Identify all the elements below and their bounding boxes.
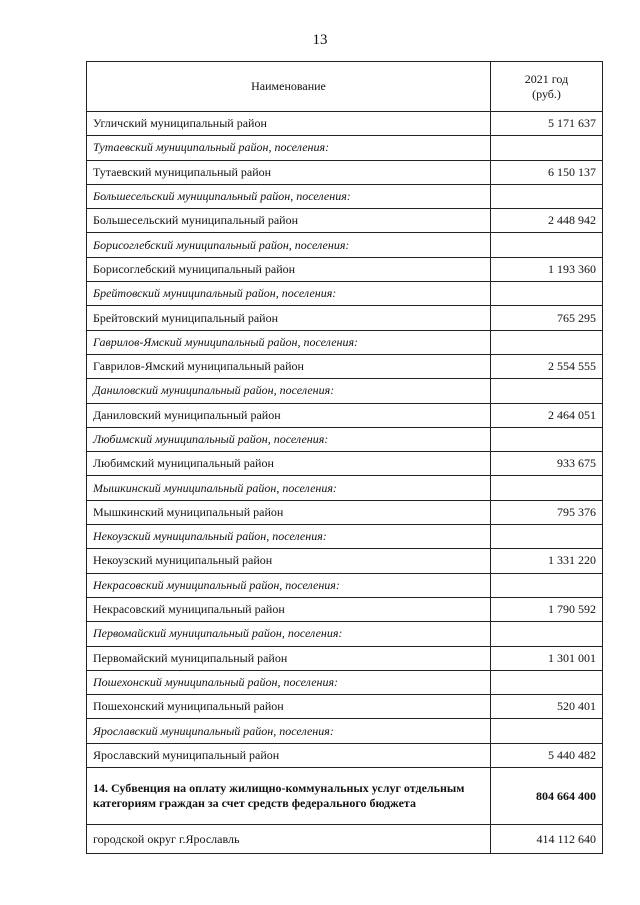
total-value: 804 664 400: [491, 768, 603, 825]
row-name: Угличский муниципальный район: [87, 112, 491, 136]
row-name: Тутаевский муниципальный район, поселения:: [87, 136, 491, 160]
table-row: [87, 354, 603, 378]
row-name: Гаврилов-Ямский муниципальный район, поселения:: [87, 330, 491, 354]
table-row-subheading: [87, 233, 603, 257]
table-row: [87, 597, 603, 621]
row-value: 2 448 942: [491, 209, 603, 233]
table-row: [87, 257, 603, 281]
table-row-subheading: [87, 476, 603, 500]
table-row-subheading: [87, 573, 603, 597]
row-value: 1 331 220: [491, 549, 603, 573]
row-value: 1 301 001: [491, 646, 603, 670]
row-value: [491, 330, 603, 354]
table-row-subheading: [87, 622, 603, 646]
row-value: [491, 427, 603, 451]
row-value: 414 112 640: [491, 825, 603, 854]
row-value: 2 554 555: [491, 354, 603, 378]
row-name: Первомайский муниципальный район: [87, 646, 491, 670]
row-name: Пошехонский муниципальный район, поселения:: [87, 670, 491, 694]
table-row-subheading: [87, 136, 603, 160]
row-name: Любимский муниципальный район, поселения:: [87, 427, 491, 451]
row-name: Даниловский муниципальный район, поселения:: [87, 379, 491, 403]
table-header-row: [87, 62, 603, 112]
row-value: [491, 573, 603, 597]
row-value: 2 464 051: [491, 403, 603, 427]
table-row-subheading: [87, 427, 603, 451]
row-name: Борисоглебский муниципальный район, поселения:: [87, 233, 491, 257]
row-value: [491, 670, 603, 694]
row-name: Ярославский муниципальный район, поселения:: [87, 719, 491, 743]
row-name: Большесельский муниципальный район, поселения:: [87, 184, 491, 208]
row-value: 1 193 360: [491, 257, 603, 281]
row-value: 5 171 637: [491, 112, 603, 136]
table-row: [87, 549, 603, 573]
table-row: [87, 452, 603, 476]
budget-table: [86, 61, 603, 854]
table-row: [87, 160, 603, 184]
row-name: Большесельский муниципальный район: [87, 209, 491, 233]
header-name: Наименование: [87, 62, 491, 112]
table-row: [87, 306, 603, 330]
table-row-subheading: [87, 330, 603, 354]
table-row-subheading: [87, 379, 603, 403]
row-name: Пошехонский муниципальный район: [87, 695, 491, 719]
row-value: [491, 136, 603, 160]
row-value: [491, 233, 603, 257]
row-name: Тутаевский муниципальный район: [87, 160, 491, 184]
row-name: Борисоглебский муниципальный район: [87, 257, 491, 281]
row-value: 1 790 592: [491, 597, 603, 621]
table-row: [87, 500, 603, 524]
row-name: Некоузский муниципальный район, поселения:: [87, 525, 491, 549]
row-name: Мышкинский муниципальный район: [87, 500, 491, 524]
table-row: [87, 743, 603, 767]
row-value: [491, 282, 603, 306]
row-value: 6 150 137: [491, 160, 603, 184]
table-row: [87, 209, 603, 233]
row-name: Брейтовский муниципальный район: [87, 306, 491, 330]
row-value: [491, 719, 603, 743]
row-value: 5 440 482: [491, 743, 603, 767]
header-year: 2021 год: [524, 71, 569, 86]
row-value: 795 376: [491, 500, 603, 524]
table-row: [87, 403, 603, 427]
header-year-unit: [491, 62, 603, 112]
row-name: городской округ г.Ярославль: [87, 825, 491, 854]
row-value: [491, 184, 603, 208]
row-name: Мышкинский муниципальный район, поселения:: [87, 476, 491, 500]
row-value: [491, 622, 603, 646]
table-row: [87, 112, 603, 136]
table-row-subheading: [87, 525, 603, 549]
table-row-subheading: [87, 282, 603, 306]
row-name: Некрасовский муниципальный район, поселения:: [87, 573, 491, 597]
page-number: 13: [312, 32, 328, 48]
table-row-subheading: [87, 670, 603, 694]
row-value: 520 401: [491, 695, 603, 719]
table-row-total: [87, 768, 603, 825]
row-name: Ярославский муниципальный район: [87, 743, 491, 767]
row-value: [491, 525, 603, 549]
table-row: [87, 646, 603, 670]
table-row: [87, 825, 603, 854]
row-name: Даниловский муниципальный район: [87, 403, 491, 427]
row-value: 765 295: [491, 306, 603, 330]
row-name: Первомайский муниципальный район, поселения:: [87, 622, 491, 646]
table-row-subheading: [87, 719, 603, 743]
row-name: Брейтовский муниципальный район, поселения:: [87, 282, 491, 306]
table-row-subheading: [87, 184, 603, 208]
row-name: Любимский муниципальный район: [87, 452, 491, 476]
table-row: [87, 695, 603, 719]
header-unit: (руб.): [532, 86, 561, 101]
row-value: [491, 379, 603, 403]
row-value: [491, 476, 603, 500]
row-name: Гаврилов-Ямский муниципальный район: [87, 354, 491, 378]
row-name: Некрасовский муниципальный район: [87, 597, 491, 621]
total-name: 14. Субвенция на оплату жилищно-коммунальных услуг отдельным категориям граждан за счет средств федерального бюджета: [87, 768, 491, 825]
row-name: Некоузский муниципальный район: [87, 549, 491, 573]
row-value: 933 675: [491, 452, 603, 476]
